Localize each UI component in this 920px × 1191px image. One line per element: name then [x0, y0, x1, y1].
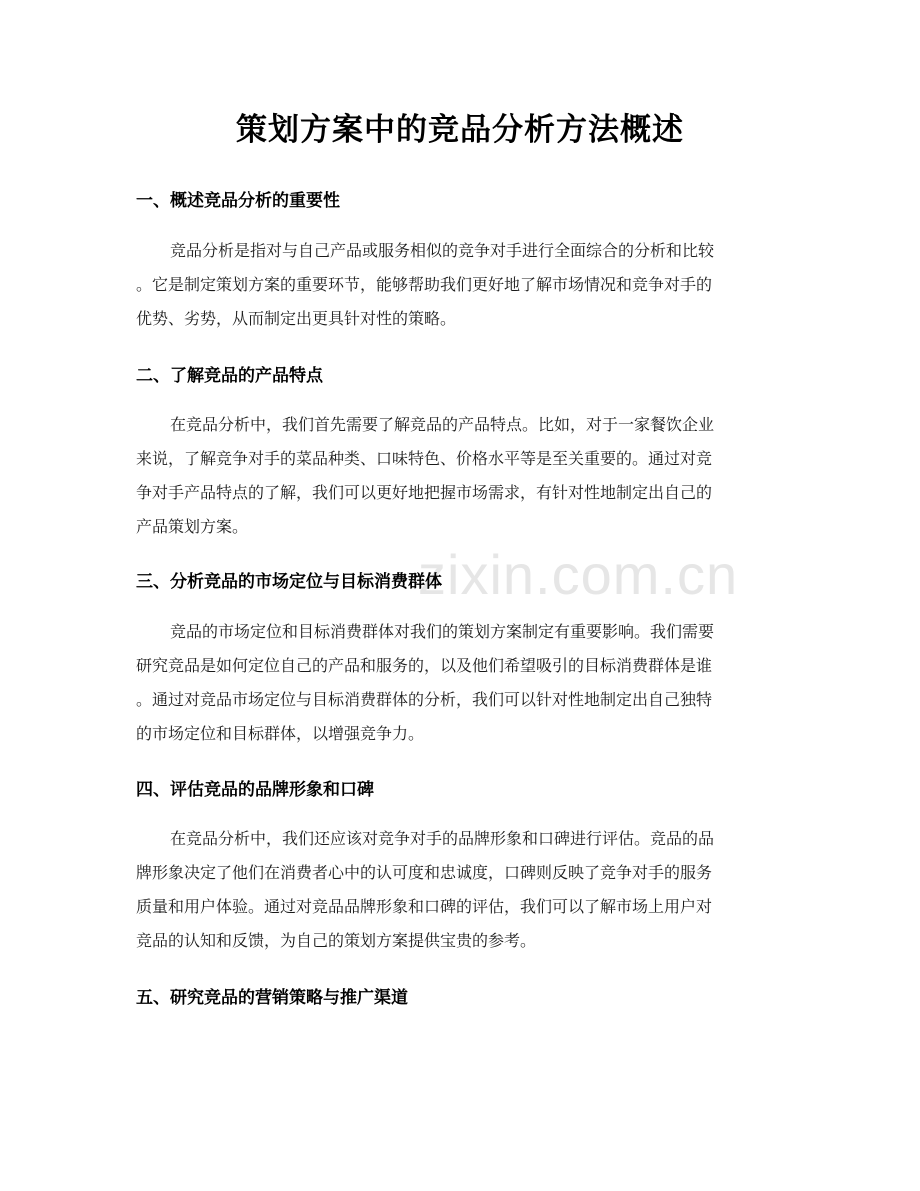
- section-paragraph-3: [136, 615, 786, 751]
- paragraph-line: 竞品的认知和反馈，为自己的策划方案提供宝贵的参考。: [136, 931, 537, 950]
- paragraph-line: 在竞品分析中，我们还应该对竞争对手的品牌形象和口碑进行评估。竞品的品: [170, 829, 715, 848]
- paragraph-line: 来说，了解竞争对手的菜品种类、口味特色、价格水平等是至关重要的。通过对竞: [136, 449, 713, 468]
- paragraph-line: 竞品的市场定位和目标消费群体对我们的策划方案制定有重要影响。我们需要: [170, 622, 715, 641]
- paragraph-line: 竞品分析是指对与自己产品或服务相似的竞争对手进行全面综合的分析和比较: [170, 241, 715, 260]
- section-heading-4: 四、评估竞品的品牌形象和口碑: [136, 780, 374, 800]
- document-title: 策划方案中的竞品分析方法概述: [236, 112, 684, 148]
- section-heading-3: 三、分析竞品的市场定位与目标消费群体: [136, 572, 442, 592]
- section-paragraph-4: [136, 822, 786, 958]
- paragraph-line: 。通过对竞品市场定位与目标消费群体的分析，我们可以针对性地制定出自己独特: [136, 690, 713, 709]
- paragraph-line: 争对手产品特点的了解，我们可以更好地把握市场需求，有针对性地制定出自己的: [136, 483, 713, 502]
- paragraph-line: 产品策划方案。: [136, 517, 249, 536]
- section-paragraph-1: [136, 234, 786, 336]
- section-heading-2: 二、了解竞品的产品特点: [136, 366, 323, 386]
- paragraph-line: 研究竞品是如何定位自己的产品和服务的，以及他们希望吸引的目标消费群体是谁: [136, 656, 713, 675]
- paragraph-line: 在竞品分析中，我们首先需要了解竞品的产品特点。比如，对于一家餐饮企业: [170, 415, 715, 434]
- paragraph-line: 质量和用户体验。通过对竞品品牌形象和口碑的评估，我们可以了解市场上用户对: [136, 897, 713, 916]
- section-paragraph-2: [136, 408, 786, 544]
- section-heading-5: 五、研究竞品的营销策略与推广渠道: [136, 988, 408, 1008]
- section-heading-1: 一、概述竞品分析的重要性: [136, 191, 340, 211]
- paragraph-line: 优势、劣势，从而制定出更具针对性的策略。: [136, 309, 457, 328]
- paragraph-line: 牌形象决定了他们在消费者心中的认可度和忠诚度，口碑则反映了竞争对手的服务: [136, 863, 713, 882]
- paragraph-line: 的市场定位和目标群体，以增强竞争力。: [136, 724, 425, 743]
- paragraph-line: 。它是制定策划方案的重要环节，能够帮助我们更好地了解市场情况和竞争对手的: [136, 275, 713, 294]
- watermark: zixin.com.cn: [418, 543, 739, 606]
